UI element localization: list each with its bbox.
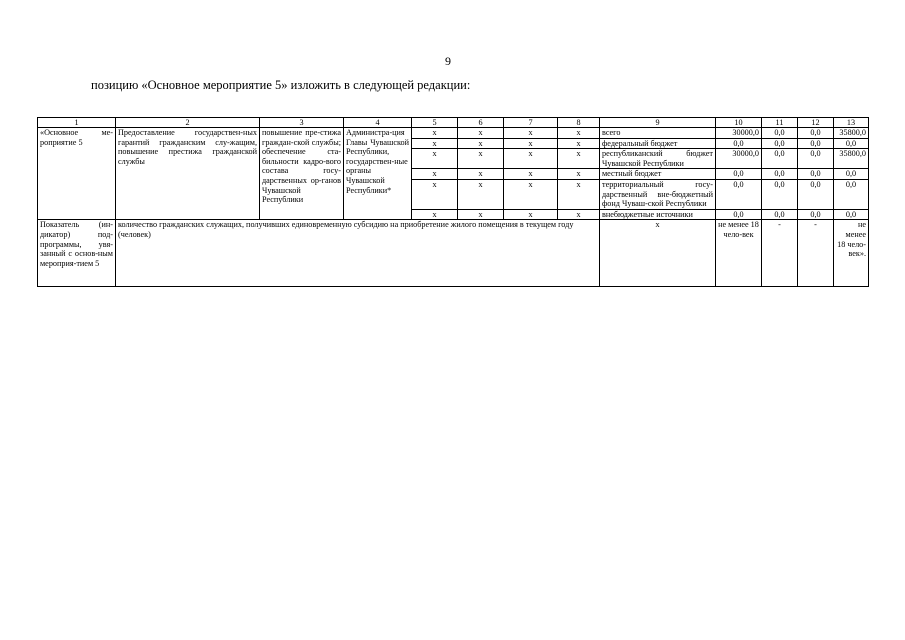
funding-source: местный бюджет — [600, 169, 716, 180]
funding-value: 0,0 — [834, 209, 869, 220]
funding-source: федеральный бюджет — [600, 138, 716, 149]
x-mark: x — [558, 179, 600, 209]
x-mark: x — [558, 149, 600, 169]
column-number: 1 — [38, 118, 116, 128]
x-mark: x — [412, 169, 458, 180]
x-mark: x — [458, 209, 504, 220]
x-mark: x — [504, 149, 558, 169]
funding-value: 35800,0 — [834, 128, 869, 139]
funding-source: всего — [600, 128, 716, 139]
funding-value: 0,0 — [798, 179, 834, 209]
indicator-value: - — [798, 220, 834, 287]
funding-value: 0,0 — [762, 209, 798, 220]
funding-value: 0,0 — [798, 149, 834, 169]
x-mark: x — [558, 169, 600, 180]
column-number: 10 — [716, 118, 762, 128]
x-mark: x — [504, 128, 558, 139]
x-mark: x — [412, 138, 458, 149]
funding-value: 0,0 — [716, 138, 762, 149]
x-mark: x — [558, 138, 600, 149]
x-mark: x — [458, 149, 504, 169]
indicator-value: - — [762, 220, 798, 287]
table-row — [38, 128, 869, 139]
program-table — [37, 117, 869, 287]
funding-value: 0,0 — [798, 138, 834, 149]
event-title: Предоставление государствен-ных гарантий гражданским слу-жащим, повышение престижа гражданской службы — [116, 128, 260, 220]
indicator-value: не менее 18 чело-век». — [834, 220, 869, 287]
event-executor: Администра-ция Главы Чувашской Республики, государствен-ные органы Чувашской Республики* — [344, 128, 412, 220]
funding-value: 0,0 — [762, 128, 798, 139]
intro-text: позицию «Основное мероприятие 5» изложить в следующей редакции: — [91, 78, 471, 92]
column-number: 7 — [504, 118, 558, 128]
funding-source: республиканский бюджет Чувашской Республики — [600, 149, 716, 169]
funding-value: 0,0 — [762, 138, 798, 149]
column-number: 11 — [762, 118, 798, 128]
x-mark: x — [504, 138, 558, 149]
indicator-text: количество гражданских служащих, получивших единовременную субсидию на приобретение жилого помещения в текущем году (человек) — [116, 220, 600, 287]
x-mark: x — [558, 128, 600, 139]
funding-value: 0,0 — [762, 149, 798, 169]
x-mark: x — [504, 179, 558, 209]
column-number: 6 — [458, 118, 504, 128]
funding-value: 0,0 — [762, 169, 798, 180]
funding-value: 0,0 — [834, 169, 869, 180]
column-number: 3 — [260, 118, 344, 128]
funding-source: территориальный госу-дарственный вне-бюджетный фонд Чуваш-ской Республики — [600, 179, 716, 209]
column-number: 5 — [412, 118, 458, 128]
x-mark: x — [504, 169, 558, 180]
x-mark: x — [558, 209, 600, 220]
indicator-row — [38, 220, 869, 287]
funding-value: 30000,0 — [716, 128, 762, 139]
column-number: 4 — [344, 118, 412, 128]
x-mark: x — [412, 149, 458, 169]
funding-value: 0,0 — [716, 169, 762, 180]
event-goal: повышение пре-стижа граждан-ской службы; обеспечение ста-бильности кадро-вого состава госу-дарственных ор-ганов Чувашской Республики — [260, 128, 344, 220]
page-number: 9 — [445, 54, 451, 68]
funding-value: 35800,0 — [834, 149, 869, 169]
x-mark: x — [412, 128, 458, 139]
funding-source: внебюджетные источники — [600, 209, 716, 220]
column-number: 9 — [600, 118, 716, 128]
funding-value: 0,0 — [716, 179, 762, 209]
funding-value: 0,0 — [798, 128, 834, 139]
x-mark: x — [458, 169, 504, 180]
x-mark: x — [458, 128, 504, 139]
column-number: 8 — [558, 118, 600, 128]
x-mark: x — [412, 209, 458, 220]
x-mark: x — [504, 209, 558, 220]
funding-value: 0,0 — [798, 209, 834, 220]
funding-value: 0,0 — [762, 179, 798, 209]
event-name: «Основное ме-роприятие 5 — [38, 128, 116, 220]
column-number: 2 — [116, 118, 260, 128]
indicator-x-mark: x — [600, 220, 716, 287]
funding-value: 0,0 — [834, 138, 869, 149]
funding-value: 30000,0 — [716, 149, 762, 169]
column-number: 13 — [834, 118, 869, 128]
column-number: 12 — [798, 118, 834, 128]
indicator-value: не менее 18 чело-век — [716, 220, 762, 287]
indicator-label: Показатель (ин-дикатор) под-программы, увя-занный с основ-ным мероприя-тием 5 — [38, 220, 116, 287]
table-header-row — [38, 118, 869, 128]
x-mark: x — [412, 179, 458, 209]
x-mark: x — [458, 138, 504, 149]
funding-value: 0,0 — [834, 179, 869, 209]
funding-value: 0,0 — [798, 169, 834, 180]
funding-value: 0,0 — [716, 209, 762, 220]
x-mark: x — [458, 179, 504, 209]
